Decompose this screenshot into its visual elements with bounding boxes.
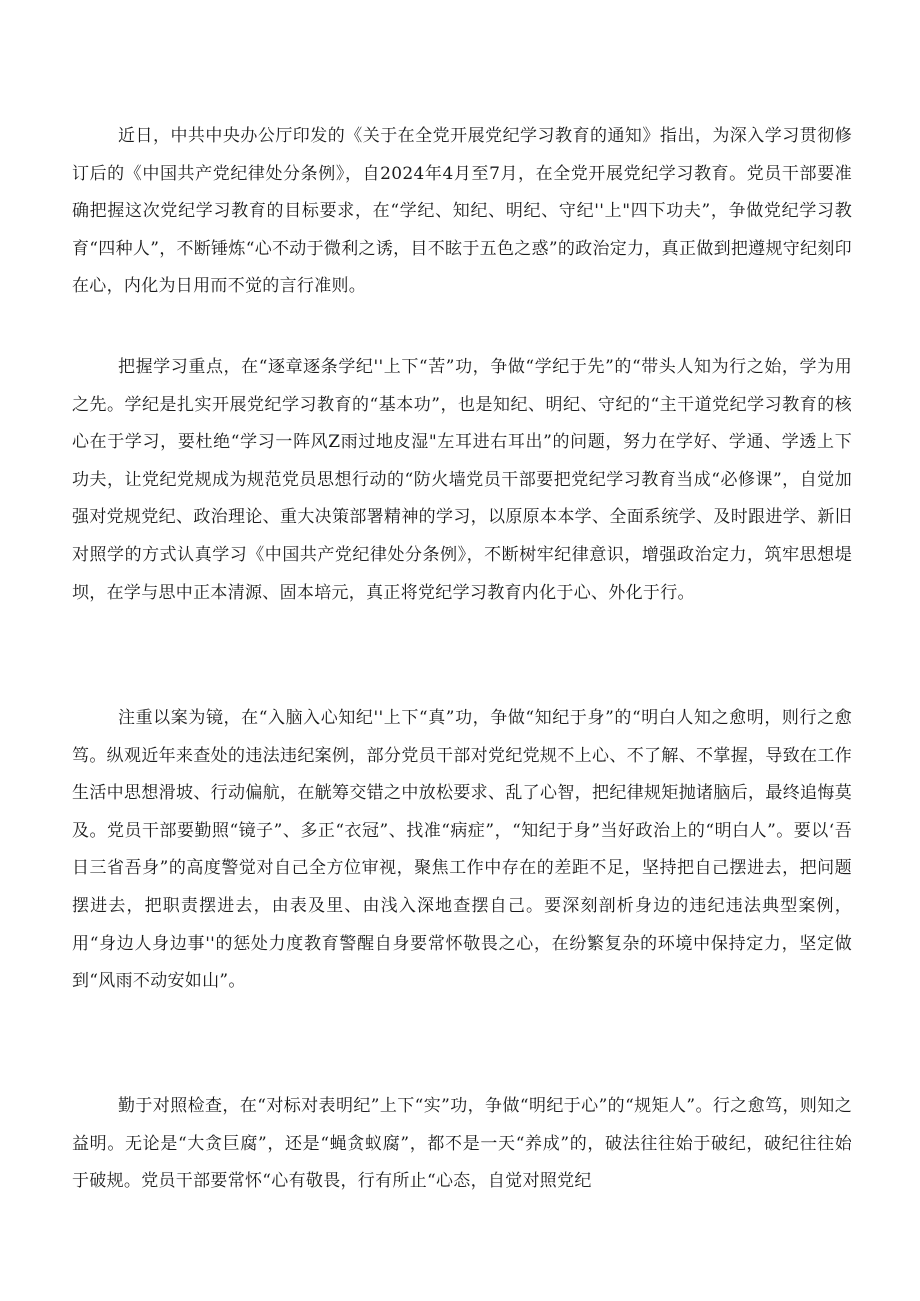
paragraph-intro: 近日，中共中央办公厅印发的《关于在全党开展党纪学习教育的通知》指出，为深入学习贯彻修订后的《中国共产党纪律处分条例》，自2024年4月至7月，在全党开展党纪学习教育。党员干部要准确把握这次党纪学习教育的目标要求，在“学纪、知纪、明纪、守纪''上"四下功夫”，争做党纪学习教育“四种人”，不断锤炼“心不动于微利之诱，目不眩于五色之惑”的政治定力，真正做到把遵规守纪刻印在心，内化为日用而不觉的言行准则。 [72,126,852,297]
paragraph-case-mirror: 注重以案为镜，在“入脑入心知纪''上下“真”功，争做“知纪于身”的“明白人知之愈明，则行之愈笃。纵观近年来查处的违法违纪案例，部分党员干部对党纪党规不上心、不了解、不掌握，导致在工作生活中思想滑坡、行动偏航，在觥筹交错之中放松要求、乱了心智，把纪律规矩抛诸脑后，最终追悔莫及。党员干部要勤照“镜子”、多正“衣冠”、找准“病症”，“知纪于身”当好政治上的“明白人”。要以‘吾日三省吾身”的高度警觉对自己全方位审视，聚焦工作中存在的差距不足，坚持把自己摆进去，把问题摆进去，把职责摆进去，由表及里、由浅入深地查摆自己。要深刻剖析身边的违纪违法典型案例，用“身边人身边事''的惩处力度教育警醒自身要常怀敬畏之心，在纷繁复杂的环境中保持定力，坚定做到“风雨不动安如山”。 [72,708,852,992]
paragraph-study-focus: 把握学习重点，在“逐章逐条学纪''上下“苦”功，争做“学纪于先”的“带头人知为行之始，学为用之先。学纪是扎实开展党纪学习教育的“基本功”，也是知纪、明纪、守纪的“主干道党纪学习教育的核心在于学习，要杜绝“学习一阵风Z雨过地皮湿"左耳进右耳出”的问题，努力在学好、学通、学透上下功夫，让党纪党规成为规范党员思想行动的“防火墙党员干部要把党纪学习教育当成“必修课”，自觉加强对党规党纪、政治理论、重大决策部署精神的学习，以原原本本学、全面系统学、及时跟进学、新旧对照学的方式认真学习《中国共产党纪律处分条例》，不断树牢纪律意识，增强政治定力，筑牢思想堤坝，在学与思中正本清源、固本培元，真正将党纪学习教育内化于心、外化于行。 [72,357,852,603]
paragraph-self-check: 勤于对照检查，在“对标对表明纪”上下“实”功，争做“明纪于心”的“规矩人”。行之愈笃，则知之益明。无论是“大贪巨腐”，还是“蝇贪蚁腐”，都不是一天“养成”的，破法往往始于破纪，破纪往往始于破规。党员干部要常怀“心有敬畏，行有所止“心态，自觉对照党纪 [72,1096,852,1192]
